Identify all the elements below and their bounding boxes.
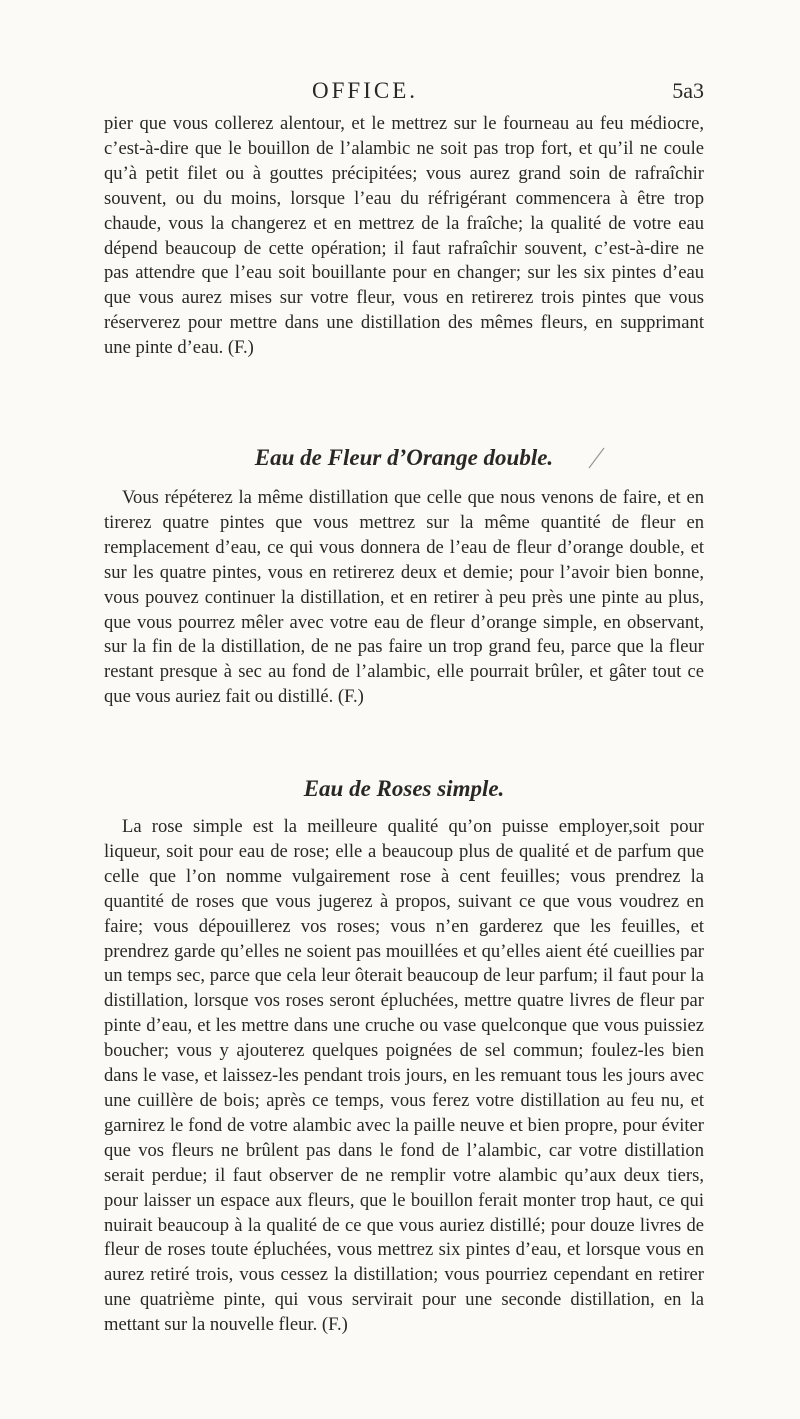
running-head <box>104 78 704 108</box>
page-number: 5a3 <box>672 78 704 103</box>
text-block-roses-simple <box>104 815 704 1338</box>
section-heading-fleur-orange-double: Eau de Fleur d’Orange double. <box>254 445 554 470</box>
pencil-slash-mark <box>585 446 607 470</box>
section-heading-roses-simple: Eau de Roses simple. <box>303 776 505 801</box>
text-block-fleur-orange-double <box>104 486 704 710</box>
running-head-title: OFFICE. <box>312 78 418 103</box>
paragraph-roses-simple: La rose simple est la meilleure qualité qu’on puisse employer,soit pour liqueur, soit pour eau de rose; elle a beaucoup plus de qualité et de parfum que celle que l’on nomme vulgairement rose à cent feuilles; vous prendrez la quantité de roses que vous jugerez à propos, suivant ce que vous voudrez en faire; vous dépouillerez vos roses; vous n’en garderez que les feuilles, et prendrez garde qu’elles ne soient pas mouillées et qu’elles aient été cueillies par un temps sec, parce que cela leur ôterait beaucoup de leur parfum; il faut pour la distillation, lorsque vos roses seront épluchées, mettre quatre livres de fleur par pinte d’eau, et les mettre dans une cruche ou vase quelconque que vous puissiez boucher; vous y ajouterez quelques poignées de sel commun; foulez-les bien dans le vase, et laissez-les pendant trois jours, en les remuant tous les jours avec une cuillère de bois; après ce temps, vous ferez votre distillation au feu nu, et garnirez le fond de votre alambic avec la paille neuve et bien propre, pour éviter que vos fleurs ne brûlent pas dans le fond de l’alambic, car votre distillation serait perdue; il faut observer de ne remplir votre alambic qu’aux deux tiers, pour laisser un espace aux fleurs, que le bouillon ferait monter trop haut, ce qui nuirait beaucoup à la qualité de ce que vous auriez distillé; pour douze livres de fleur de roses toute épluchées, vous mettrez six pintes d’eau, et lorsque vous en aurez retiré trois, vous cessez la distillation; vous pourriez cependant en retirer une quatrième pinte, qui vous servirait pour une seconde distillation, en la mettant sur la nouvelle fleur. (F.) <box>104 816 704 1336</box>
paragraph-fleur-orange-double: Vous répéterez la même distillation que celle que nous venons de faire, et en tirerez quatre pintes que vous mettrez sur la même quantité de fleur en remplacement d’eau, ce qui vous donnera de l’eau de fleur d’orange double, et sur les quatre pintes, vous en retirerez deux et demie; pour l’avoir bien bonne, vous pouvez continuer la distillation, et en retirer à peu près une pinte au plus, que vous pourrez mêler avec votre eau de fleur d’orange simple, en observant, sur la fin de la distillation, de ne pas faire un trop grand feu, parce que la fleur restant presque à sec au fond de l’alambic, elle pourrait brûler, et gâter tout ce que vous auriez fait ou distillé. (F.) <box>104 487 704 708</box>
paragraph-continuation: pier que vous collerez alentour, et le mettrez sur le fourneau au feu médiocre, c’est-à-dire que le bouillon de l’alambic ne soit pas trop fort, et qu’il ne coule qu’à petit filet ou à gouttes précipitées; vous aurez grand soin de rafraîchir souvent, ou du moins, lorsque l’eau du réfrigérant commencera à être trop chaude, vous la changerez et en mettrez de la fraîche; la qualité de votre eau dépend beaucoup de cette opération; il faut rafraîchir souvent, c’est-à-dire ne pas attendre que l’eau soit bouillante pour en changer; sur les six pintes d’eau que vous aurez mises sur votre fleur, vous en retirerez trois pintes que vous réserverez pour mettre dans une distillation des mêmes fleurs, en supprimant une pinte d’eau. (F.) <box>104 113 704 359</box>
text-block-continuation <box>104 112 704 361</box>
section-heading-block <box>104 775 704 803</box>
section-heading-block <box>104 444 704 472</box>
